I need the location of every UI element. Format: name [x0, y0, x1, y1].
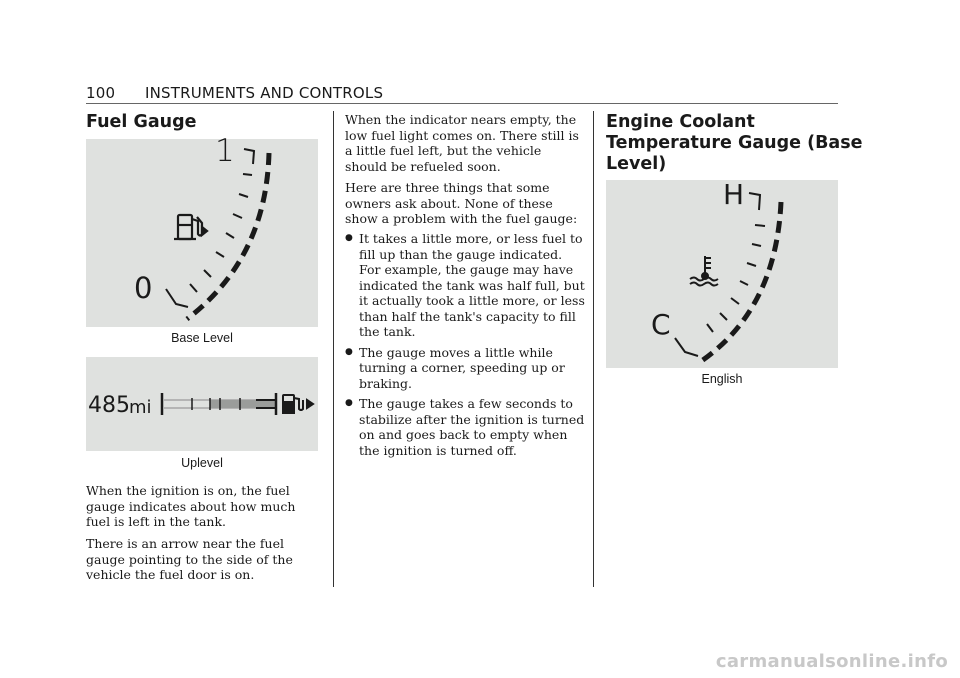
bullet-icon: ● [345, 233, 353, 243]
coolant-gauge-figure [606, 180, 838, 368]
list-item [345, 345, 585, 392]
body-paragraph: When the indicator nears empty, the low fuel light comes on. There still is a little fuel left, but the vehicle should be refueled soon. [345, 112, 579, 174]
list-item [345, 396, 585, 458]
range-unit: mi [129, 397, 152, 418]
watermark: carmanualsonline.info [715, 651, 948, 672]
list-item-text: The gauge moves a little while turning a corner, speeding up or braking. [359, 344, 565, 391]
list-item-text: It takes a little more, or less fuel to fill up than the gauge indicated. For example, the gauge may have indicated the tank was half full, but it actually took a little more, or less than half the tank's capacity to fill the tank. [359, 231, 585, 339]
fuel-gauge-uplevel-figure [86, 357, 318, 451]
fuel-pump-icon [174, 215, 207, 239]
body-paragraph: There is an arrow near the fuel gauge pointing to the side of the vehicle the fuel door is on. [86, 536, 293, 582]
fuel-pump-icon [283, 395, 313, 413]
fuel-gauge-base-figure [86, 133, 318, 327]
fuel-full-label: 1 [215, 133, 235, 169]
title-line: Engine Coolant [606, 112, 755, 132]
list-item-text: The gauge takes a few seconds to stabilize after the ignition is turned on and goes back to empty when the ignition is turned off. [359, 396, 585, 458]
coolant-gauge-title [606, 112, 863, 175]
column-divider [593, 111, 594, 587]
coolant-temperature-icon [690, 256, 718, 286]
fuel-bar [162, 393, 276, 415]
bullet-icon: ● [345, 398, 353, 408]
title-line: Level) [606, 154, 667, 174]
fuel-gauge-title: Fuel Gauge [86, 112, 197, 132]
page-number: 100 [86, 84, 116, 102]
section-header: INSTRUMENTS AND CONTROLS [145, 84, 384, 102]
body-paragraph: When the ignition is on, the fuel gauge indicates about how much fuel is left in the tank. [86, 483, 296, 529]
body-paragraph: Here are three things that some owners ask about. None of these show a problem with the fuel gauge: [345, 180, 578, 226]
coolant-cold-label: C [651, 308, 671, 341]
header-rule [86, 103, 838, 104]
figure-caption: English [701, 372, 743, 386]
figure-caption: Base Level [171, 331, 233, 345]
list-item [345, 231, 585, 340]
fuel-empty-label: 0 [134, 271, 153, 305]
fuel-gauge-ticks [166, 149, 254, 307]
title-line: Temperature Gauge (Base [606, 133, 863, 153]
coolant-gauge-ticks [675, 193, 765, 356]
column-divider [333, 111, 334, 587]
bullet-list [345, 231, 585, 463]
figure-caption: Uplevel [181, 456, 223, 470]
coolant-hot-label: H [723, 178, 745, 211]
bullet-icon: ● [345, 346, 353, 357]
range-value: 485 [88, 393, 130, 418]
